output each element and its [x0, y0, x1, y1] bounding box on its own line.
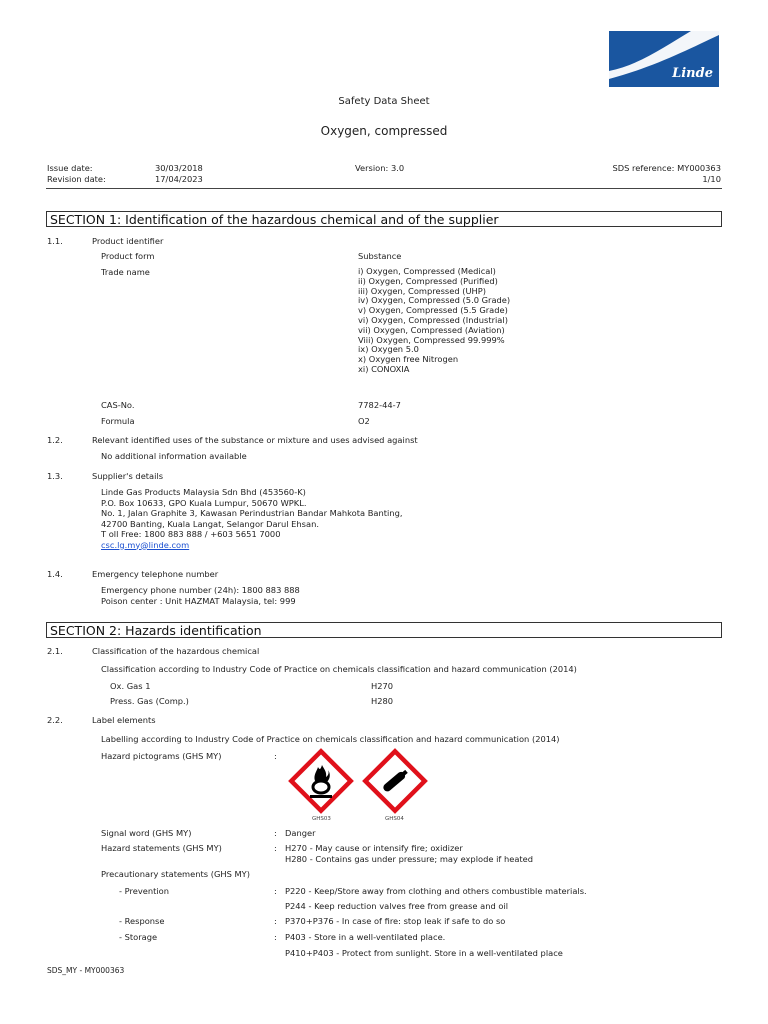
s14-title: Emergency telephone number	[92, 569, 219, 579]
pictogram-code: GHS04	[385, 816, 404, 822]
supplier-line: No. 1, Jalan Graphite 3, Kawasan Perindustrian Bandar Mahkota Banting,	[101, 508, 403, 518]
issue-date-label: Issue date:	[47, 163, 93, 173]
signal-word-value: Danger	[285, 828, 316, 838]
linde-logo	[609, 31, 719, 87]
emergency-details	[101, 585, 300, 606]
doc-type: Safety Data Sheet	[338, 96, 430, 107]
s14-number: 1.4.	[47, 569, 63, 579]
section-2-title: SECTION 2: Hazards identification	[50, 623, 262, 638]
class-code: H280	[371, 696, 394, 706]
issue-date: 30/03/2018	[155, 163, 203, 173]
response-colon: :	[274, 916, 277, 926]
hazard-statement: H280 - Contains gas under pressure; may explode if heated	[285, 854, 534, 864]
trade-name-item: Viii) Oxygen, Compressed 99.999%	[358, 334, 505, 345]
response-statement: P370+P376 - In case of fire: stop leak if safe to do so	[285, 916, 506, 926]
trade-name-item: ii) Oxygen, Compressed (Purified)	[358, 275, 498, 286]
storage-statement: P410+P403 - Protect from sunlight. Store in a well-ventilated place	[285, 948, 563, 958]
precautionary-label: Precautionary statements (GHS MY)	[101, 869, 250, 879]
prevention-colon: :	[274, 886, 277, 896]
formula-value: O2	[358, 416, 370, 426]
supplier-line: P.O. Box 10633, GPO Kuala Lumpur, 50670 WPKL.	[101, 497, 307, 508]
s12-title: Relevant identified uses of the substance or mixture and uses advised against	[92, 435, 418, 445]
cas-label: CAS-No.	[101, 400, 135, 410]
labelling-intro: Labelling according to Industry Code of Practice on chemicals classification and hazard communication (2014)	[101, 734, 560, 744]
hazard-statement: H270 - May cause or intensify fire; oxidizer	[285, 843, 463, 853]
storage-colon: :	[274, 932, 277, 942]
supplier-line: 42700 Banting, Kuala Langat, Selangor Darul Ehsan.	[101, 518, 319, 529]
signal-colon: :	[274, 828, 277, 838]
emergency-line: Emergency phone number (24h): 1800 883 888	[101, 585, 300, 595]
pictograms-colon: :	[274, 751, 277, 761]
section-1-title: SECTION 1: Identification of the hazardous chemical and of the supplier	[50, 212, 499, 227]
class-code: H270	[371, 681, 394, 691]
storage-statement: P403 - Store in a well-ventilated place.	[285, 932, 446, 942]
trade-name-item: vii) Oxygen, Compressed (Aviation)	[358, 324, 505, 335]
hazard-statements	[285, 843, 533, 865]
hazard-colon: :	[274, 843, 277, 853]
prevention-statement: P220 - Keep/Store away from clothing and others combustible materials.	[285, 886, 587, 896]
pictogram-code: GHS03	[312, 816, 331, 822]
gas-cylinder-icon	[361, 747, 429, 815]
prevention-statement: P244 - Keep reduction valves free from grease and oil	[285, 901, 509, 911]
s11-title: Product identifier	[92, 236, 164, 246]
response-label: - Response	[119, 916, 165, 926]
s12-text: No additional information available	[101, 451, 247, 461]
s22-title: Label elements	[92, 715, 156, 725]
trade-name-item: vi) Oxygen, Compressed (Industrial)	[358, 314, 508, 325]
signal-word-label: Signal word (GHS MY)	[101, 828, 192, 838]
header-divider	[46, 188, 722, 189]
version: Version: 3.0	[355, 163, 405, 173]
sds-reference: SDS reference: MY000363	[612, 163, 721, 173]
s22-number: 2.2.	[47, 715, 63, 725]
hazard-statements-label: Hazard statements (GHS MY)	[101, 843, 222, 853]
trade-name-item: v) Oxygen, Compressed (5.5 Grade)	[358, 305, 508, 316]
supplier-line: Linde Gas Products Malaysia Sdn Bhd (453560-K)	[101, 487, 306, 497]
s13-title: Supplier's details	[92, 471, 164, 481]
class-name: Ox. Gas 1	[110, 681, 151, 691]
revision-date-label: Revision date:	[47, 174, 106, 184]
supplier-email-link[interactable]: csc.lg.my@linde.com	[101, 539, 190, 550]
s13-number: 1.3.	[47, 471, 63, 481]
pictograms-label: Hazard pictograms (GHS MY)	[101, 751, 222, 761]
product-form-label: Product form	[101, 251, 155, 261]
emergency-line: Poison center : Unit HAZMAT Malaysia, tel: 999	[101, 595, 296, 606]
classification-intro: Classification according to Industry Code of Practice on chemicals classification and hazard communication (2014)	[101, 664, 577, 674]
page-number: 1/10	[702, 174, 721, 184]
trade-name-list	[358, 267, 510, 375]
section-1-header	[46, 211, 722, 227]
storage-label: - Storage	[119, 932, 158, 942]
revision-date: 17/04/2023	[155, 174, 203, 184]
logo-text: Linde	[672, 66, 713, 81]
trade-name-item: xi) CONOXIA	[358, 363, 410, 374]
supplier-line: T oll Free: 1800 883 888 / +603 5651 7000	[101, 529, 281, 539]
footer-doc-ref: SDS_MY - MY000363	[47, 966, 125, 975]
s21-title: Classification of the hazardous chemical	[92, 646, 260, 656]
s21-number: 2.1.	[47, 646, 63, 656]
trade-name-item: ix) Oxygen 5.0	[358, 344, 419, 355]
trade-name-item: iv) Oxygen, Compressed (5.0 Grade)	[358, 295, 511, 306]
trade-name-label: Trade name	[101, 267, 150, 277]
supplier-details	[101, 487, 402, 550]
formula-label: Formula	[101, 416, 135, 426]
trade-name-item: x) Oxygen free Nitrogen	[358, 354, 459, 365]
section-2-header	[46, 622, 722, 638]
flame-over-circle-icon	[287, 747, 355, 815]
prevention-label: - Prevention	[119, 886, 169, 896]
product-form-value: Substance	[358, 251, 402, 261]
class-name: Press. Gas (Comp.)	[110, 696, 189, 706]
s12-number: 1.2.	[47, 435, 63, 445]
product-title: Oxygen, compressed	[320, 124, 448, 138]
trade-name-item: iii) Oxygen, Compressed (UHP)	[358, 285, 487, 296]
cas-value: 7782-44-7	[358, 400, 401, 410]
s11-number: 1.1.	[47, 236, 63, 246]
trade-name-item: i) Oxygen, Compressed (Medical)	[358, 266, 496, 276]
